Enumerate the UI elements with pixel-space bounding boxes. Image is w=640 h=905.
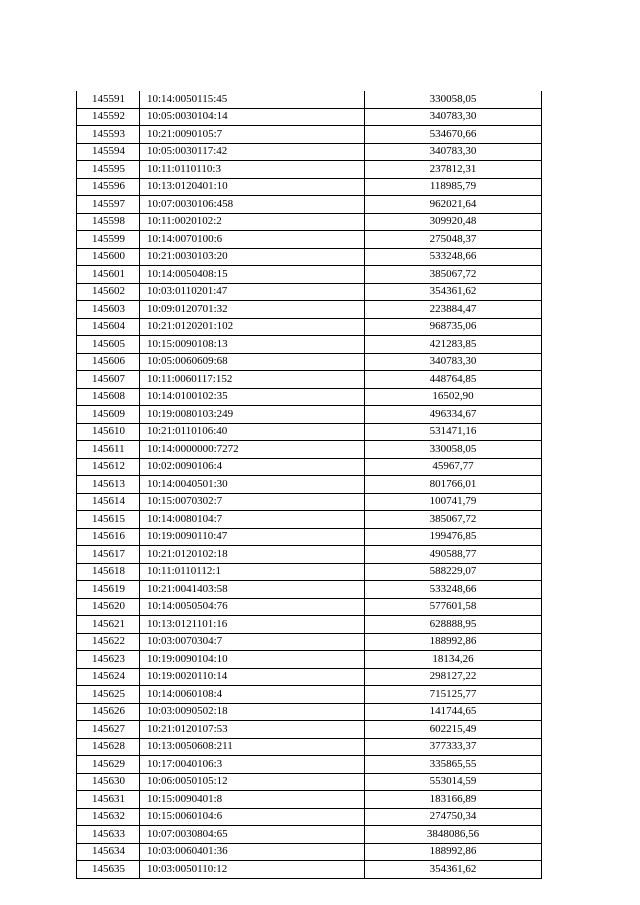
row-id-cell: 145621 — [77, 616, 140, 634]
table-row — [77, 178, 542, 196]
amount-cell: 602215,49 — [365, 721, 542, 739]
table-row — [77, 668, 542, 686]
cadastral-number-cell: 10:13:0050608:211 — [140, 738, 365, 756]
row-id-cell: 145600 — [77, 248, 140, 266]
table-row — [77, 808, 542, 826]
amount-cell: 330058,05 — [365, 441, 542, 459]
amount-cell: 588229,07 — [365, 563, 542, 581]
cadastral-number-cell: 10:19:0090110:47 — [140, 528, 365, 546]
table-row — [77, 581, 542, 599]
amount-cell: 354361,62 — [365, 283, 542, 301]
cadastral-number-cell: 10:14:0050408:15 — [140, 266, 365, 284]
table-row — [77, 161, 542, 179]
row-id-cell: 145595 — [77, 161, 140, 179]
cadastral-number-cell: 10:21:0110106:40 — [140, 423, 365, 441]
cadastral-number-cell: 10:11:0110110:3 — [140, 161, 365, 179]
row-id-cell: 145599 — [77, 231, 140, 249]
row-id-cell: 145618 — [77, 563, 140, 581]
cadastral-number-cell: 10:14:0050504:76 — [140, 598, 365, 616]
amount-cell: 141744,65 — [365, 703, 542, 721]
table-row — [77, 248, 542, 266]
cadastral-number-cell: 10:19:0090104:10 — [140, 651, 365, 669]
table-row — [77, 301, 542, 319]
cadastral-number-cell: 10:21:0120102:18 — [140, 546, 365, 564]
cadastral-number-cell: 10:05:0030117:42 — [140, 143, 365, 161]
row-id-cell: 145624 — [77, 668, 140, 686]
table-row — [77, 738, 542, 756]
table-row — [77, 633, 542, 651]
row-id-cell: 145622 — [77, 633, 140, 651]
row-id-cell: 145623 — [77, 651, 140, 669]
cadastral-number-cell: 10:21:0090105:7 — [140, 126, 365, 144]
amount-cell: 385067,72 — [365, 266, 542, 284]
row-id-cell: 145610 — [77, 423, 140, 441]
cadastral-number-cell: 10:11:0020102:2 — [140, 213, 365, 231]
table-row — [77, 406, 542, 424]
cadastral-number-cell: 10:03:0060401:36 — [140, 843, 365, 861]
row-id-cell: 145619 — [77, 581, 140, 599]
row-id-cell: 145616 — [77, 528, 140, 546]
cadastral-number-cell: 10:21:0030103:20 — [140, 248, 365, 266]
row-id-cell: 145597 — [77, 196, 140, 214]
amount-cell: 490588,77 — [365, 546, 542, 564]
amount-cell: 340783,30 — [365, 353, 542, 371]
amount-cell: 534670,66 — [365, 126, 542, 144]
amount-cell: 3848086,56 — [365, 826, 542, 844]
table-row — [77, 126, 542, 144]
cadastral-number-cell: 10:14:0000000:7272 — [140, 441, 365, 459]
row-id-cell: 145625 — [77, 686, 140, 704]
amount-cell: 421283,85 — [365, 336, 542, 354]
row-id-cell: 145591 — [77, 91, 140, 108]
amount-cell: 335865,55 — [365, 756, 542, 774]
data-table — [76, 91, 542, 879]
amount-cell: 385067,72 — [365, 511, 542, 529]
row-id-cell: 145628 — [77, 738, 140, 756]
cadastral-number-cell: 10:03:0070304:7 — [140, 633, 365, 651]
table-row — [77, 318, 542, 336]
amount-cell: 533248,66 — [365, 581, 542, 599]
table-row — [77, 773, 542, 791]
amount-cell: 16502,90 — [365, 388, 542, 406]
row-id-cell: 145630 — [77, 773, 140, 791]
row-id-cell: 145609 — [77, 406, 140, 424]
table-row — [77, 213, 542, 231]
table-row — [77, 616, 542, 634]
table-row — [77, 563, 542, 581]
table-row — [77, 108, 542, 126]
row-id-cell: 145631 — [77, 791, 140, 809]
amount-cell: 377333,37 — [365, 738, 542, 756]
cadastral-number-cell: 10:14:0080104:7 — [140, 511, 365, 529]
amount-cell: 354361,62 — [365, 861, 542, 879]
table-row — [77, 843, 542, 861]
row-id-cell: 145635 — [77, 861, 140, 879]
table-row — [77, 528, 542, 546]
table-row — [77, 493, 542, 511]
cadastral-number-cell: 10:15:0060104:6 — [140, 808, 365, 826]
amount-cell: 223884,47 — [365, 301, 542, 319]
cadastral-number-cell: 10:19:0080103:249 — [140, 406, 365, 424]
amount-cell: 448764,85 — [365, 371, 542, 389]
amount-cell: 45967,77 — [365, 458, 542, 476]
table-row — [77, 196, 542, 214]
amount-cell: 715125,77 — [365, 686, 542, 704]
amount-cell: 340783,30 — [365, 108, 542, 126]
cadastral-number-cell: 10:09:0120701:32 — [140, 301, 365, 319]
table-row — [77, 441, 542, 459]
amount-cell: 968735,06 — [365, 318, 542, 336]
table-row — [77, 231, 542, 249]
table-row — [77, 721, 542, 739]
table-row — [77, 388, 542, 406]
row-id-cell: 145626 — [77, 703, 140, 721]
table-row — [77, 686, 542, 704]
cadastral-number-cell: 10:14:0060108:4 — [140, 686, 365, 704]
table-row — [77, 476, 542, 494]
cadastral-number-cell: 10:03:0050110:12 — [140, 861, 365, 879]
row-id-cell: 145607 — [77, 371, 140, 389]
table-row — [77, 266, 542, 284]
cadastral-number-cell: 10:14:0070100:6 — [140, 231, 365, 249]
amount-cell: 577601,58 — [365, 598, 542, 616]
table-row — [77, 546, 542, 564]
cadastral-number-cell: 10:13:0121101:16 — [140, 616, 365, 634]
row-id-cell: 145593 — [77, 126, 140, 144]
amount-cell: 275048,37 — [365, 231, 542, 249]
table-row — [77, 598, 542, 616]
row-id-cell: 145611 — [77, 441, 140, 459]
row-id-cell: 145627 — [77, 721, 140, 739]
cadastral-number-cell: 10:21:0041403:58 — [140, 581, 365, 599]
table-row — [77, 791, 542, 809]
amount-cell: 274750,34 — [365, 808, 542, 826]
amount-cell: 801766,01 — [365, 476, 542, 494]
cadastral-number-cell: 10:06:0050105:12 — [140, 773, 365, 791]
row-id-cell: 145605 — [77, 336, 140, 354]
table-row — [77, 91, 542, 108]
row-id-cell: 145612 — [77, 458, 140, 476]
row-id-cell: 145604 — [77, 318, 140, 336]
cadastral-number-cell: 10:15:0070302:7 — [140, 493, 365, 511]
table-row — [77, 861, 542, 879]
table-row — [77, 511, 542, 529]
table-row — [77, 353, 542, 371]
row-id-cell: 145614 — [77, 493, 140, 511]
amount-cell: 18134,26 — [365, 651, 542, 669]
table-row — [77, 458, 542, 476]
row-id-cell: 145592 — [77, 108, 140, 126]
amount-cell: 628888,95 — [365, 616, 542, 634]
cadastral-number-cell: 10:14:0040501:30 — [140, 476, 365, 494]
amount-cell: 531471,16 — [365, 423, 542, 441]
amount-cell: 309920,48 — [365, 213, 542, 231]
row-id-cell: 145603 — [77, 301, 140, 319]
cadastral-number-cell: 10:21:0120201:102 — [140, 318, 365, 336]
cadastral-number-cell: 10:14:0100102:35 — [140, 388, 365, 406]
amount-cell: 188992,86 — [365, 843, 542, 861]
row-id-cell: 145629 — [77, 756, 140, 774]
cadastral-number-cell: 10:07:0030106:458 — [140, 196, 365, 214]
row-id-cell: 145632 — [77, 808, 140, 826]
cadastral-number-cell: 10:07:0030804:65 — [140, 826, 365, 844]
table-row — [77, 283, 542, 301]
table-row — [77, 371, 542, 389]
cadastral-number-cell: 10:03:0110201:47 — [140, 283, 365, 301]
amount-cell: 237812,31 — [365, 161, 542, 179]
table-row — [77, 336, 542, 354]
table-row — [77, 756, 542, 774]
row-id-cell: 145594 — [77, 143, 140, 161]
row-id-cell: 145615 — [77, 511, 140, 529]
row-id-cell: 145598 — [77, 213, 140, 231]
row-id-cell: 145613 — [77, 476, 140, 494]
row-id-cell: 145596 — [77, 178, 140, 196]
amount-cell: 183166,89 — [365, 791, 542, 809]
row-id-cell: 145620 — [77, 598, 140, 616]
table-row — [77, 651, 542, 669]
cadastral-number-cell: 10:03:0090502:18 — [140, 703, 365, 721]
amount-cell: 188992,86 — [365, 633, 542, 651]
table-row — [77, 423, 542, 441]
table-row — [77, 703, 542, 721]
row-id-cell: 145617 — [77, 546, 140, 564]
table-body — [77, 91, 542, 878]
row-id-cell: 145608 — [77, 388, 140, 406]
amount-cell: 340783,30 — [365, 143, 542, 161]
cadastral-number-cell: 10:17:0040106:3 — [140, 756, 365, 774]
cadastral-number-cell: 10:11:0060117:152 — [140, 371, 365, 389]
amount-cell: 533248,66 — [365, 248, 542, 266]
row-id-cell: 145606 — [77, 353, 140, 371]
cadastral-number-cell: 10:19:0020110:14 — [140, 668, 365, 686]
row-id-cell: 145633 — [77, 826, 140, 844]
amount-cell: 962021,64 — [365, 196, 542, 214]
cadastral-number-cell: 10:05:0030104:14 — [140, 108, 365, 126]
amount-cell: 496334,67 — [365, 406, 542, 424]
cadastral-number-cell: 10:15:0090108:13 — [140, 336, 365, 354]
amount-cell: 330058,05 — [365, 91, 542, 108]
table-row — [77, 143, 542, 161]
amount-cell: 553014,59 — [365, 773, 542, 791]
amount-cell: 100741,79 — [365, 493, 542, 511]
cadastral-number-cell: 10:13:0120401:10 — [140, 178, 365, 196]
cadastral-number-cell: 10:05:0060609:68 — [140, 353, 365, 371]
amount-cell: 199476,85 — [365, 528, 542, 546]
cadastral-number-cell: 10:14:0050115:45 — [140, 91, 365, 108]
row-id-cell: 145634 — [77, 843, 140, 861]
cadastral-number-cell: 10:02:0090106:4 — [140, 458, 365, 476]
cadastral-number-cell: 10:21:0120107:53 — [140, 721, 365, 739]
row-id-cell: 145602 — [77, 283, 140, 301]
table-row — [77, 826, 542, 844]
cadastral-number-cell: 10:11:0110112:1 — [140, 563, 365, 581]
cadastral-number-cell: 10:15:0090401:8 — [140, 791, 365, 809]
amount-cell: 118985,79 — [365, 178, 542, 196]
row-id-cell: 145601 — [77, 266, 140, 284]
amount-cell: 298127,22 — [365, 668, 542, 686]
